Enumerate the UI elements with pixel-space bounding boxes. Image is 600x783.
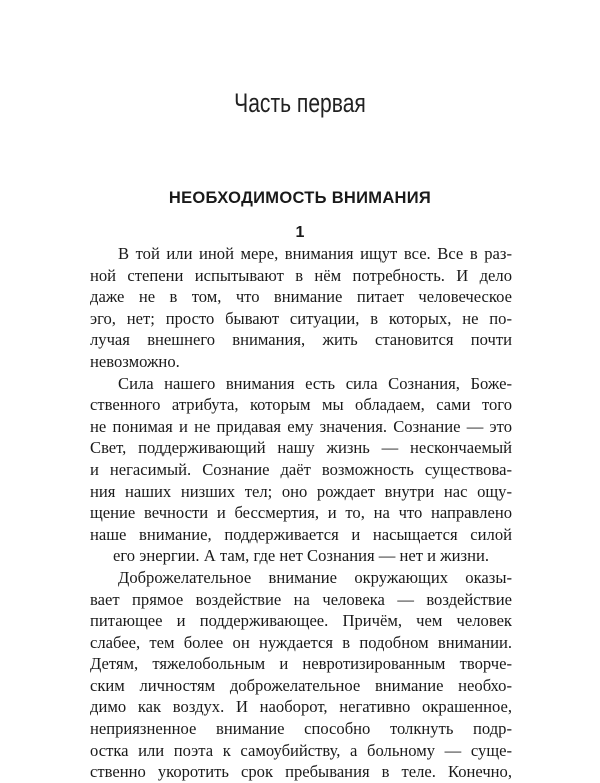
text-line: Детям, тяжелобольным и невротизированным творче- — [90, 654, 512, 674]
text-line: ственно укоротить срок пребывания в теле. Конечно, — [90, 762, 512, 782]
text-line: неприязненное внимание способно толкнуть подр- — [90, 719, 512, 739]
text-line: остка или поэта к самоубийству, а больному — суще- — [90, 740, 512, 760]
text-line: лучая внешнего внимания, жить становится почти — [90, 330, 512, 350]
text-line: питающее и поддерживающее. Причём, чем человек — [90, 611, 512, 631]
part-title: Часть первая — [234, 88, 366, 118]
text-line: В той или иной мере, внимания ищут все. Все в раз- — [118, 244, 512, 263]
text-line: наше внимание, поддерживается и насыщается силой — [90, 524, 512, 544]
text-line: слабее, тем более он нуждается в подобном внимании. — [90, 632, 512, 652]
text-line: невозможно. — [90, 351, 180, 371]
text-line: Доброжелательное внимание окружающих оказы- — [118, 567, 512, 587]
text-line: Свет, поддерживающий нашу жизнь — нескончаемый — [90, 438, 512, 458]
text-line: щение вечности и бессмертия, и то, на что направлено — [90, 503, 512, 523]
text-line: Сила нашего внимания есть сила Сознания, Боже- — [118, 373, 512, 393]
body-text — [90, 243, 512, 783]
text-line: не понимая и не придавая ему значения. Сознание — это — [90, 416, 512, 436]
section-number: 1 — [295, 224, 305, 241]
text-line: ния наших низших тел; оно рождает внутри нас ощу- — [90, 481, 512, 501]
text-line: его энергии. А там, где нет Сознания — нет и жизни. — [113, 546, 489, 566]
text-line: и негасимый. Сознание даёт возможность существова- — [90, 459, 512, 479]
text-line: ной степени испытывают в нём потребность. И дело — [90, 265, 512, 285]
chapter-title: НЕОБХОДИМОСТЬ ВНИМАНИЯ — [168, 189, 432, 207]
text-line: ственного атрибута, которым мы обладаем, сами того — [90, 395, 512, 415]
text-line: эго, нет; просто бывают ситуации, в которых, не по- — [90, 308, 512, 328]
text-line: димо как воздух. И наоборот, негативно окрашенное, — [90, 697, 512, 717]
text-line: ским личностям доброжелательное внимание необхо- — [90, 675, 512, 695]
text-line: даже не в том, что внимание питает человеческое — [90, 287, 512, 307]
text-line: вает прямое воздействие на человека — воздействие — [90, 589, 512, 609]
